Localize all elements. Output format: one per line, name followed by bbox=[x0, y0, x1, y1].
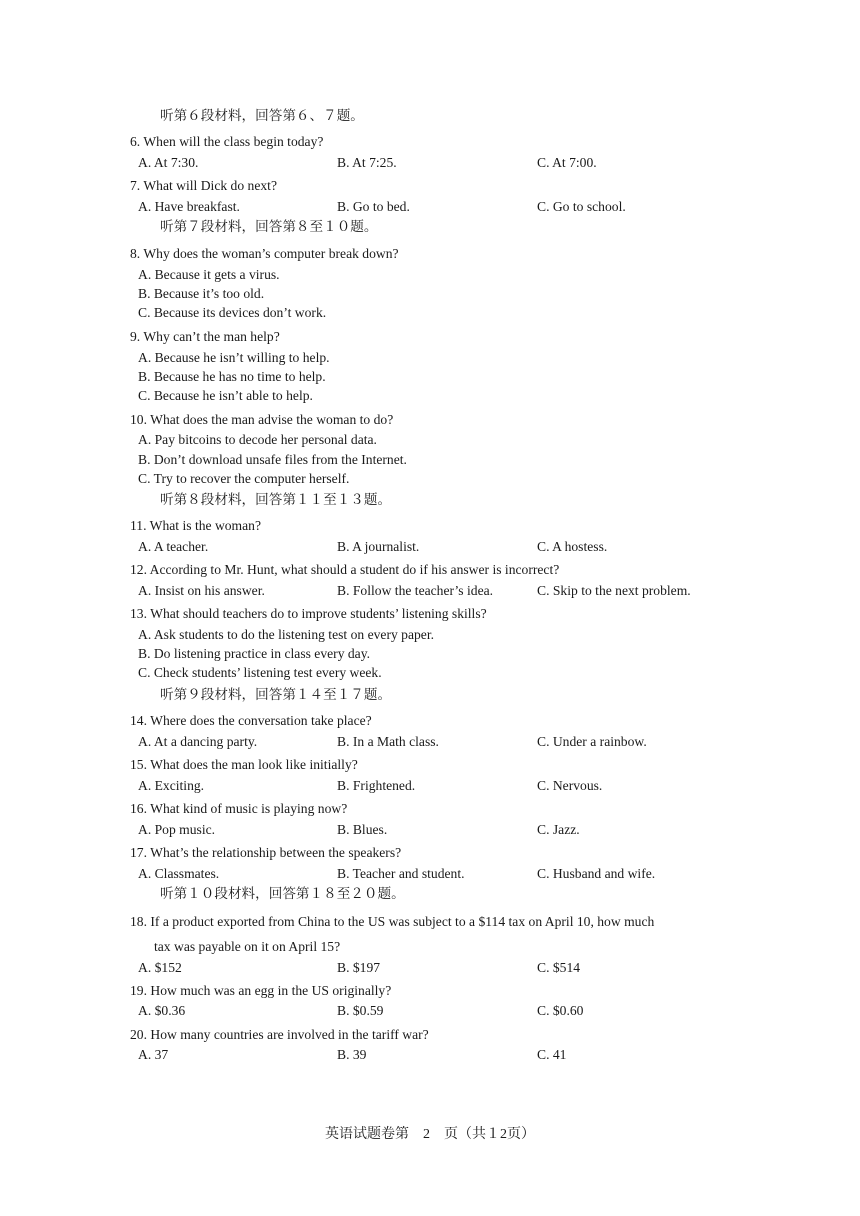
question-11: 11. What is the woman? bbox=[130, 518, 261, 533]
section-header-9: 听第９段材料，回答第１４至１７题。 bbox=[160, 687, 392, 702]
q18-option-a: A. $152 bbox=[138, 960, 182, 975]
q7-option-a: A. Have breakfast. bbox=[138, 199, 240, 214]
q14-option-b: B. In a Math class. bbox=[337, 734, 439, 749]
q20-option-b: B. 39 bbox=[337, 1047, 367, 1062]
q17-option-a: A. Classmates. bbox=[138, 866, 220, 881]
question-15: 15. What does the man look like initially? bbox=[130, 757, 358, 772]
q14-option-a: A. At a dancing party. bbox=[138, 734, 258, 749]
q13-option-b: B. Do listening practice in class every day. bbox=[138, 646, 371, 661]
section-header-8: 听第８段材料，回答第１１至１３题。 bbox=[160, 492, 392, 507]
q6-option-c: C. At 7:00. bbox=[537, 155, 597, 170]
q15-option-b: B. Frightened. bbox=[337, 778, 416, 793]
q9-option-a: A. Because he isn’t willing to help. bbox=[138, 350, 330, 365]
question-14: 14. Where does the conversation take place? bbox=[130, 713, 372, 728]
q7-option-c: C. Go to school. bbox=[537, 199, 626, 214]
q12-option-b: B. Follow the teacher’s idea. bbox=[337, 583, 494, 598]
q8-option-c: C. Because its devices don’t work. bbox=[138, 305, 327, 320]
q16-option-b: B. Blues. bbox=[337, 822, 388, 837]
q12-option-c: C. Skip to the next problem. bbox=[537, 583, 691, 598]
q6-option-a: A. At 7:30. bbox=[138, 155, 199, 170]
question-17: 17. What’s the relationship between the speakers? bbox=[130, 845, 402, 860]
q20-option-a: A. 37 bbox=[138, 1047, 169, 1062]
question-10: 10. What does the man advise the woman to do? bbox=[130, 412, 394, 427]
q11-option-c: C. A hostess. bbox=[537, 539, 608, 554]
section-header-7: 听第７段材料，回答第８至１０题。 bbox=[160, 219, 378, 234]
q9-option-b: B. Because he has no time to help. bbox=[138, 369, 326, 384]
q13-option-a: A. Ask students to do the listening test on every paper. bbox=[138, 627, 435, 642]
section-header-6: 听第６段材料，回答第６、７题。 bbox=[160, 108, 364, 123]
question-6: 6. When will the class begin today? bbox=[130, 134, 324, 149]
q19-option-a: A. $0.36 bbox=[138, 1003, 186, 1018]
question-20: 20. How many countries are involved in the tariff war? bbox=[130, 1027, 429, 1042]
question-13: 13. What should teachers do to improve students’ listening skills? bbox=[130, 606, 487, 621]
question-12: 12. According to Mr. Hunt, what should a student do if his answer is incorrect? bbox=[130, 562, 560, 577]
q8-option-b: B. Because it’s too old. bbox=[138, 286, 265, 301]
q13-option-c: C. Check students’ listening test every week. bbox=[138, 665, 382, 680]
question-9: 9. Why can’t the man help? bbox=[130, 329, 280, 344]
q8-option-a: A. Because it gets a virus. bbox=[138, 267, 280, 282]
q15-option-c: C. Nervous. bbox=[537, 778, 603, 793]
q9-option-c: C. Because he isn’t able to help. bbox=[138, 388, 313, 403]
q18-option-b: B. $197 bbox=[337, 960, 381, 975]
q15-option-a: A. Exciting. bbox=[138, 778, 205, 793]
q18-option-c: C. $514 bbox=[537, 960, 581, 975]
q16-option-c: C. Jazz. bbox=[537, 822, 580, 837]
question-18: 18. If a product exported from China to the US was subject to a $114 tax on April 10, how much bbox=[130, 914, 655, 929]
q20-option-c: C. 41 bbox=[537, 1047, 567, 1062]
question-7: 7. What will Dick do next? bbox=[130, 178, 277, 193]
q10-option-b: B. Don’t download unsafe files from the Internet. bbox=[138, 452, 407, 467]
q19-option-c: C. $0.60 bbox=[537, 1003, 584, 1018]
question-19: 19. How much was an egg in the US originally? bbox=[130, 983, 392, 998]
question-8: 8. Why does the woman’s computer break down? bbox=[130, 246, 399, 261]
question-18-continued: tax was payable on it on April 15? bbox=[154, 939, 341, 954]
q11-option-b: B. A journalist. bbox=[337, 539, 420, 554]
q11-option-a: A. A teacher. bbox=[138, 539, 209, 554]
q10-option-c: C. Try to recover the computer herself. bbox=[138, 471, 350, 486]
q6-option-b: B. At 7:25. bbox=[337, 155, 397, 170]
q17-option-c: C. Husband and wife. bbox=[537, 866, 656, 881]
q16-option-a: A. Pop music. bbox=[138, 822, 216, 837]
q17-option-b: B. Teacher and student. bbox=[337, 866, 465, 881]
q7-option-b: B. Go to bed. bbox=[337, 199, 410, 214]
q19-option-b: B. $0.59 bbox=[337, 1003, 384, 1018]
q14-option-c: C. Under a rainbow. bbox=[537, 734, 647, 749]
section-header-10: 听第１０段材料，回答第１８至２０题。 bbox=[160, 886, 405, 901]
page-footer: 英语试题卷第 2 页（共１2页） bbox=[325, 1127, 535, 1142]
question-16: 16. What kind of music is playing now? bbox=[130, 801, 348, 816]
q10-option-a: A. Pay bitcoins to decode her personal data. bbox=[138, 432, 377, 447]
q12-option-a: A. Insist on his answer. bbox=[138, 583, 265, 598]
